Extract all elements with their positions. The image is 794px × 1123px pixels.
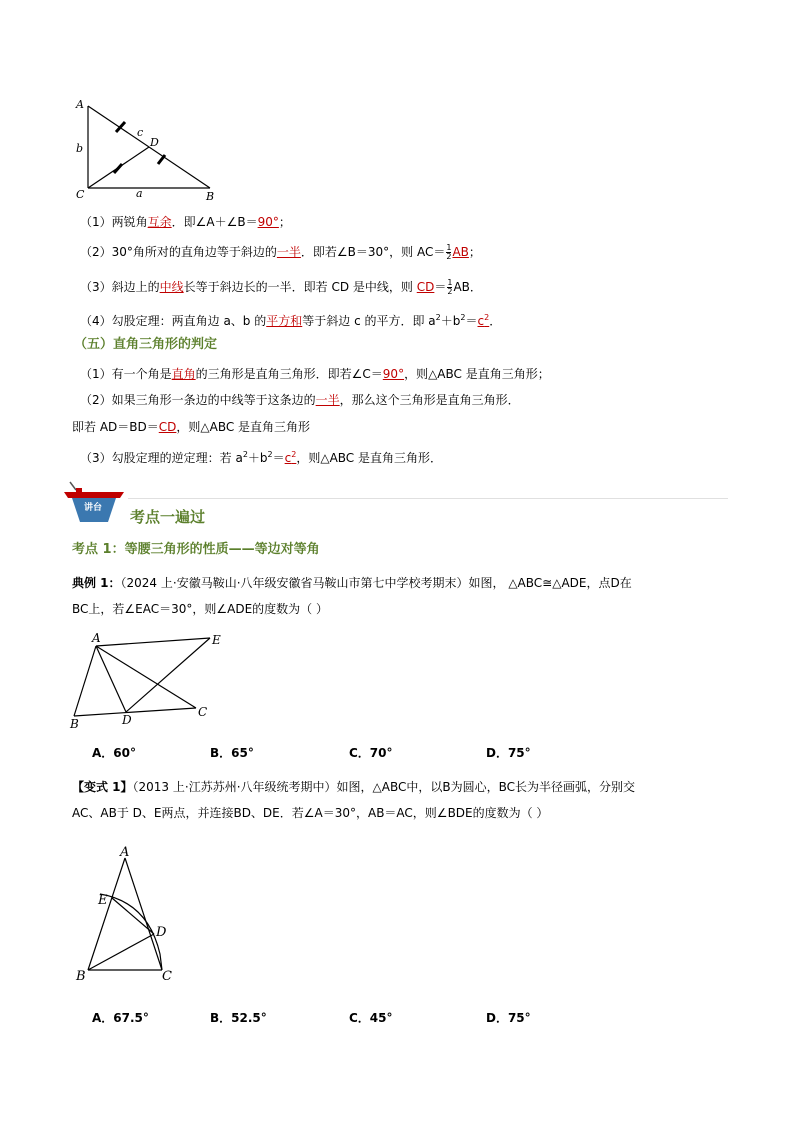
- answer-blank: 一半: [276, 245, 301, 259]
- answer-blank: 一半: [315, 393, 340, 407]
- seg-bc: [74, 708, 196, 716]
- option-c[interactable]: C．70°: [349, 746, 393, 760]
- seg-ae: [96, 638, 210, 646]
- option-a[interactable]: A．60°: [92, 746, 136, 760]
- variant-1-figure: [70, 842, 190, 984]
- example-1-text: 典例 1：（2024 上·安徽马鞍山·八年级安徽省马鞍山市第七中学校考期末）如图， △ABC≅△ADE，点D在 BC上，若∠EAC＝30°，则∠ADE的度数为（ ）: [72, 576, 632, 616]
- seg-ab: [74, 646, 96, 716]
- answer-blank: 90°: [257, 215, 279, 229]
- label-d-vertex: D: [150, 136, 159, 149]
- answer-blank: 互余: [147, 215, 172, 229]
- label-a: A: [120, 845, 130, 860]
- property-line-2: （2）30°角所对的直角边等于斜边的一半．即若∠B＝30°，则 AC＝ $\frac{1}{2}$ AB；: [80, 243, 481, 261]
- fraction: $\frac{1}{2}$: [446, 243, 452, 261]
- right-triangle-figure: [70, 96, 230, 204]
- judge-line-3: （3）勾股定理的逆定理：若 $a^2+b^2=c^2$，则△ABC 是直角三角形．: [80, 450, 442, 465]
- seg-ac: [96, 646, 196, 708]
- label-e: E: [212, 633, 221, 647]
- banner-rule: [128, 498, 728, 499]
- property-line-4: （4）勾股定理：两直角边 a、b 的平方和等于斜边 c 的平方．即 $a^2+b^2=c^2$．: [80, 313, 502, 328]
- seg-de: [126, 638, 210, 712]
- label-c-vertex: C: [76, 188, 85, 201]
- judge-line-2b: 即若 AD＝BD＝CD，则△ABC 是直角三角形: [72, 420, 311, 434]
- fraction: $\frac{1}{2}$: [447, 278, 453, 296]
- lectern-badge: 讲台: [84, 503, 103, 513]
- option-b[interactable]: B．52.5°: [210, 1011, 267, 1025]
- answer-blank: $c^2$: [284, 450, 297, 465]
- label-b: B: [76, 969, 86, 984]
- label-b-side: b: [76, 142, 84, 155]
- option-a[interactable]: A．67.5°: [92, 1011, 149, 1025]
- tick-mark-3: [114, 164, 122, 173]
- judge-line-2: （2）如果三角形一条边的中线等于这条边的一半，那么这个三角形是直角三角形．: [80, 393, 520, 407]
- option-d[interactable]: D．75°: [486, 746, 531, 760]
- label-e: E: [98, 893, 108, 908]
- property-line-3: （3）斜边上的中线长等于斜边长的一半．即若 CD 是中线，则 CD＝ $\frac{1}{2}$ AB．: [80, 278, 482, 296]
- seg-de: [112, 898, 154, 934]
- label-a: A: [92, 631, 101, 645]
- tick-mark-2: [158, 155, 165, 164]
- option-d[interactable]: D．75°: [486, 1011, 531, 1025]
- answer-blank: 平方和: [266, 314, 303, 328]
- label-b-vertex: B: [206, 190, 215, 203]
- answer-blank: CD: [158, 420, 177, 434]
- variant-label: 【变式 1】: [72, 780, 133, 794]
- label-c: C: [198, 705, 208, 719]
- judge-line-1: （1）有一个角是直角的三角形是直角三角形．即若∠C＝90°，则△ABC 是直角三角形；: [80, 367, 550, 381]
- option-b[interactable]: B．65°: [210, 746, 254, 760]
- label-b: B: [70, 717, 79, 731]
- property-line-1: （1）两锐角互余．即∠A＋∠B＝90°；: [80, 215, 291, 229]
- section-title: （五）直角三角形的判定: [74, 337, 218, 352]
- label-d: D: [156, 925, 167, 940]
- answer-blank: 中线: [159, 280, 184, 294]
- lectern-icon: [62, 480, 128, 524]
- label-c: C: [162, 969, 172, 984]
- label-c-side: c: [137, 126, 144, 139]
- topic-title: 考点 1：等腰三角形的性质——等边对等角: [72, 542, 320, 557]
- example-label: 典例 1：: [72, 576, 121, 590]
- label-d: D: [122, 713, 132, 727]
- answer-blank: 直角: [171, 367, 196, 381]
- answer-blank: $c^2$: [477, 313, 490, 328]
- option-c[interactable]: C．45°: [349, 1011, 393, 1025]
- answer-blank: AB: [452, 245, 469, 259]
- label-a-side: a: [136, 187, 143, 200]
- answer-blank: CD: [416, 280, 435, 294]
- example-1-figure: [68, 628, 228, 732]
- answer-blank: 90°: [382, 367, 405, 381]
- variant-1-text: 【变式 1】（2013 上·江苏苏州·八年级统考期中）如图，△ABC中，以B为圆心，BC长为半径画弧，分别交 AC、AB于 D、E两点，并连接BD、DE．若∠A＝30°，AB＝AC，则∠BDE的度数为（ ）: [72, 780, 635, 820]
- label-a-vertex: A: [76, 98, 84, 111]
- banner-title: 考点一遍过: [130, 508, 206, 526]
